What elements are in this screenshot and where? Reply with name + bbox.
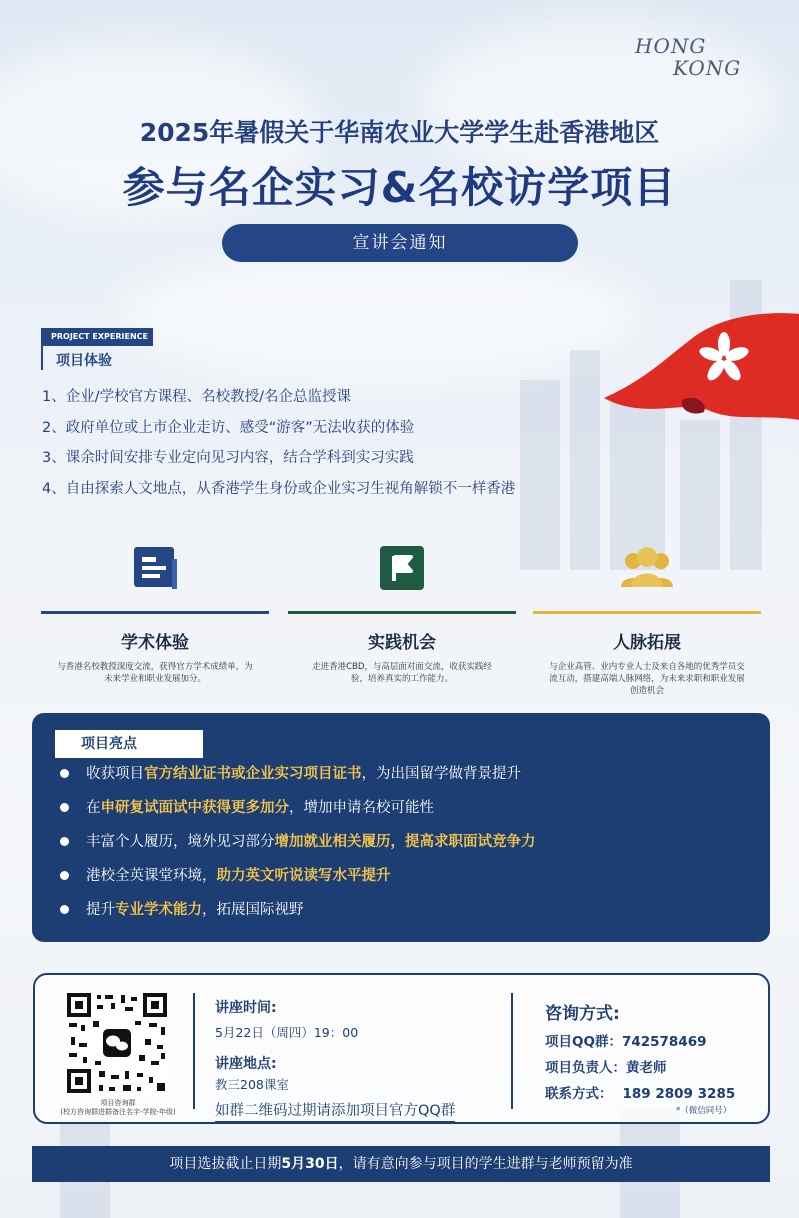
- feature-desc: 走进香港CBD，与高层面对面交流，收获实践经验，培养真实的工作能力。: [312, 662, 492, 684]
- seminar-details: [215, 997, 455, 1123]
- flag-icon: [379, 545, 425, 591]
- highlights-panel: [32, 713, 770, 942]
- feature-name: 实践机会: [368, 633, 436, 653]
- deadline-date: 5月30日: [281, 1156, 339, 1172]
- list-item: 2、政府单位或上市企业走访、感受“游客”无法收获的体验: [42, 419, 415, 436]
- phone-value[interactable]: 189 2809 3285: [622, 1086, 736, 1102]
- highlights-list: [60, 763, 536, 933]
- time-label: 讲座时间:: [215, 1000, 277, 1016]
- seminar-notice-pill: 宣讲会通知: [222, 224, 578, 262]
- skyline-decoration: [520, 380, 560, 570]
- phone-row: [545, 1082, 735, 1102]
- footer-text: ，请有意向参与项目的学生进群与老师预留为准: [338, 1156, 633, 1172]
- list-item: [60, 865, 536, 899]
- people-icon: [619, 545, 675, 591]
- phone-label: 联系方式：: [545, 1086, 613, 1102]
- title-line1: 2025年暑假关于华南农业大学学生赴香港地区: [139, 118, 660, 147]
- hong-kong-logo: [635, 34, 755, 84]
- bullet-icon: [60, 803, 69, 812]
- highlight-text: 收获项目: [86, 766, 144, 782]
- feature-bar: [533, 611, 761, 614]
- list-item: [60, 763, 536, 797]
- highlight-emphasis: 申研复试面试中获得更多加分: [100, 800, 289, 816]
- qq-row: [545, 1030, 735, 1050]
- bullet-icon: [60, 871, 69, 880]
- qq-value[interactable]: 742578469: [621, 1034, 707, 1050]
- feature-network: [533, 545, 761, 697]
- logo-line2: KONG: [673, 56, 742, 80]
- title-line2: 参与名企实习&名校访学项目: [122, 163, 677, 212]
- highlight-text: ，为出国留学做背景提升: [361, 766, 521, 782]
- qr-code-icon[interactable]: [65, 991, 169, 1095]
- highlight-emphasis: 专业学术能力: [115, 902, 202, 918]
- feature-name: 人脉拓展: [613, 633, 681, 653]
- info-box: [33, 973, 770, 1124]
- document-icon: [132, 545, 178, 591]
- qr-caption-title: 项目咨询群: [100, 1099, 136, 1107]
- person-value: 黄老师: [626, 1060, 667, 1076]
- experience-title: 项目体验: [56, 353, 112, 369]
- highlights-tag: 项目亮点: [55, 730, 203, 758]
- bullet-icon: [60, 769, 69, 778]
- cloud-decoration: [120, 250, 640, 380]
- list-item: 1、企业/学校官方课程、名校教授/名企总监授课: [42, 389, 351, 405]
- highlight-text: 丰富个人履历，境外见习部分: [86, 834, 275, 850]
- footer-text: 项目选拔截止日期: [169, 1156, 282, 1172]
- feature-academic: [41, 545, 269, 685]
- list-item: 4、自由探索人文地点，从香港学生身份或企业实习生视角解锁不一样香港: [42, 480, 516, 497]
- qr-caption-note: (校方咨询群进群备注名字-学院-年级): [60, 1108, 176, 1116]
- highlight-text: 在: [86, 800, 101, 816]
- contact-details: [545, 999, 735, 1116]
- bullet-icon: [60, 905, 69, 914]
- highlight-emphasis: 增加就业相关履历，提高求职面试竞争力: [274, 834, 536, 850]
- experience-list: [42, 386, 515, 508]
- person-label: 项目负责人：: [545, 1060, 626, 1076]
- feature-desc: 与企业高管、业内专业人士及来自各地的优秀学员交流互动，搭建高端人脉网络，为未来求职和职业发展创造机会: [549, 662, 745, 696]
- feature-practice: [288, 545, 516, 685]
- logo-line1: HONG: [635, 34, 707, 58]
- feature-name: 学术体验: [121, 633, 189, 653]
- place-label: 讲座地点:: [215, 1056, 277, 1072]
- qq-label: 项目QQ群：: [545, 1034, 622, 1050]
- list-item: 3、课余时间安排专业定向见习内容，结合学科到实习实践: [42, 450, 414, 466]
- highlight-text: 港校全英课堂环境，: [86, 868, 217, 884]
- person-row: [545, 1056, 735, 1076]
- time-value: 5月22日（周四）19：00: [215, 1025, 359, 1040]
- qr-caption: [35, 1099, 201, 1117]
- list-item: [60, 797, 536, 831]
- feature-desc: 与香港名校教授深度交流，获得官方学术成绩单，为未来学业和职业发展加分。: [57, 662, 253, 684]
- qr-expiry-note: 如群二维码过期请添加项目官方QQ群: [215, 1097, 455, 1123]
- highlight-emphasis: 官方结业证书或企业实习项目证书: [144, 766, 362, 782]
- feature-bar: [41, 611, 269, 614]
- skyline-decoration: [570, 350, 600, 570]
- bullet-icon: [60, 837, 69, 846]
- highlight-text: ，增加申请名校可能性: [289, 800, 434, 816]
- highlight-text: ，拓展国际视野: [202, 902, 304, 918]
- list-item: [60, 831, 536, 865]
- place-value: 教三208课室: [215, 1077, 289, 1092]
- highlight-emphasis: 助力英文听说读写水平提升: [216, 868, 391, 884]
- list-item: [60, 899, 536, 933]
- experience-divider: [41, 328, 43, 370]
- deadline-footer: [32, 1146, 770, 1182]
- contact-title: 咨询方式:: [545, 1004, 620, 1024]
- divider: [193, 993, 195, 1109]
- hong-kong-flag-icon: [604, 310, 799, 430]
- phone-note: *（微信同号）: [675, 1106, 732, 1116]
- feature-bar: [288, 611, 516, 614]
- experience-tag: PROJECT EXPERIENCE: [41, 328, 153, 346]
- highlight-text: 提升: [86, 902, 115, 918]
- divider: [511, 993, 513, 1109]
